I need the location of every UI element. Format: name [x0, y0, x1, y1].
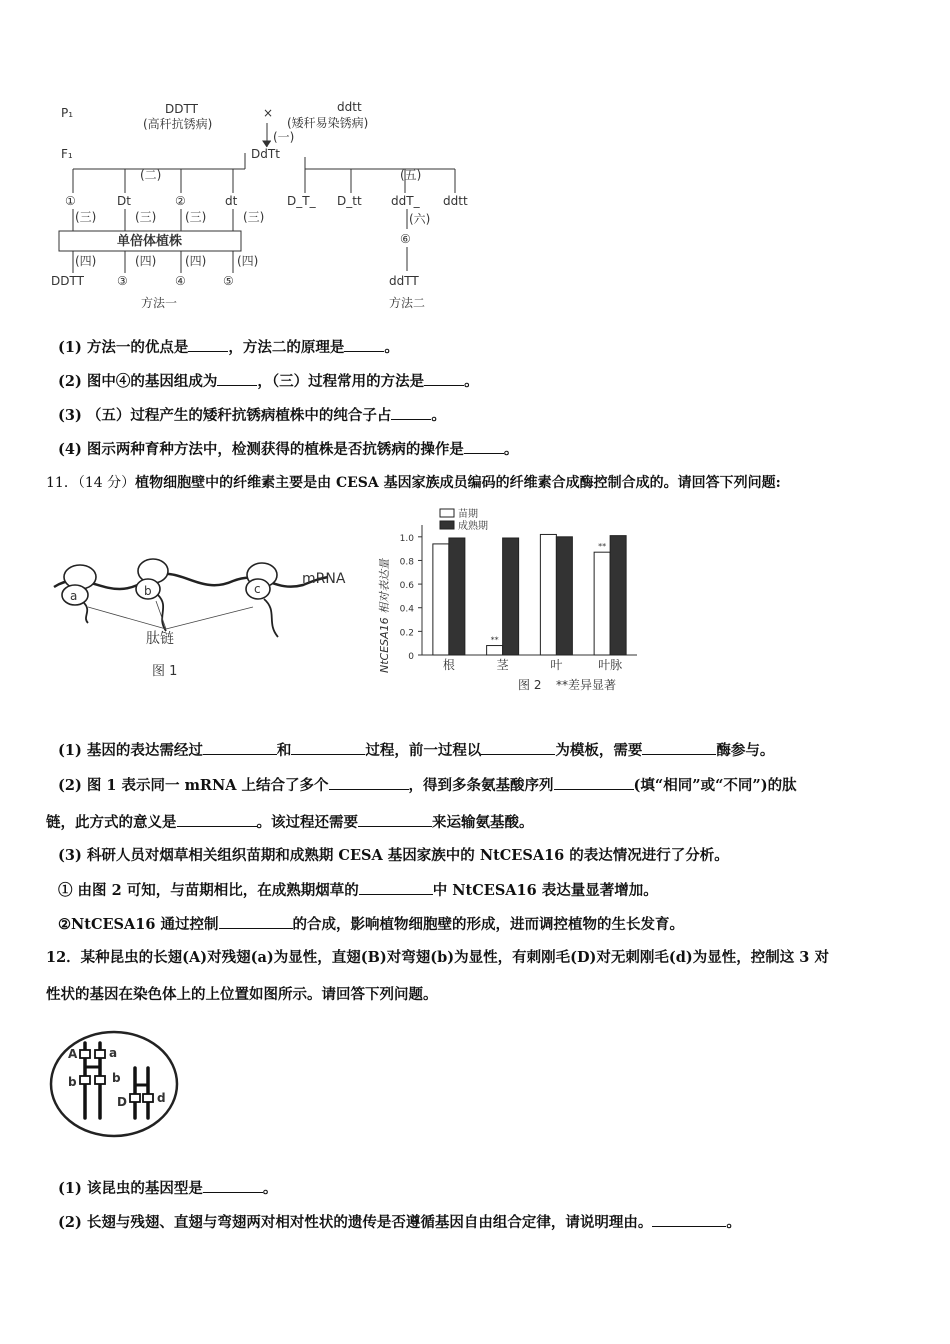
gen-p1-label: P₁ — [61, 106, 74, 120]
q11-sub3a — [58, 880, 918, 901]
q12-stem-line-1 — [46, 948, 906, 968]
q11-s3-text: (3) 科研人员对烟草相关组织苗期和成熟期 CESA 基因家族中的 NtCESA16 的表达情况进行了分析。 — [58, 847, 729, 864]
parent-left-desc: (高秆抗锈病) — [143, 117, 213, 131]
answer-blank[interactable] — [424, 371, 464, 386]
m1-result-1: DDTT — [51, 274, 84, 288]
q11-sub1 — [58, 740, 918, 761]
m1-result-4: ⑤ — [223, 274, 234, 288]
gen-f1-label: F₁ — [61, 147, 73, 161]
q10-s2-text-c: 。 — [464, 373, 479, 390]
step-six: (六) — [409, 212, 431, 226]
peptide-chain-c — [264, 599, 278, 637]
parent-right: ddtt — [337, 100, 362, 114]
q12-stem-text-2: 性状的基因在染色体上的上位置如图所示。请回答下列问题。 — [46, 986, 438, 1003]
breeding-figure — [51, 95, 495, 315]
f1-genotype: DdTt — [251, 147, 280, 161]
answer-blank[interactable] — [464, 439, 504, 454]
bar-mature-2 — [556, 537, 572, 655]
gene-b-locus-left — [80, 1076, 90, 1084]
step-four-4: (四) — [237, 254, 259, 268]
q11-sub2a — [58, 775, 918, 796]
q10-sub1 — [58, 337, 918, 358]
q12-s2-text-a: (2) 长翅与残翅、直翅与弯翅两对相对性状的遗传是否遵循基因自由组合定律，请说明理由。 — [58, 1214, 653, 1231]
gamete-1: ① — [65, 194, 76, 208]
answer-blank[interactable] — [203, 740, 277, 755]
significance-mark: ** — [598, 542, 607, 552]
allele-A-label: A — [68, 1047, 78, 1061]
q11-stem-text: 植物细胞壁中的纤维素主要是由 CESA 基因家族成员编码的纤维素合成酶控制合成的。请回答下列问题: — [135, 475, 781, 491]
allele-b-left-label: b — [68, 1075, 77, 1089]
parent-right-desc: (矮秆易染锈病) — [287, 116, 369, 130]
answer-blank[interactable] — [359, 880, 433, 895]
answer-blank[interactable] — [344, 337, 384, 352]
allele-b-right-label: b — [112, 1071, 121, 1085]
cross-symbol: × — [263, 106, 274, 120]
y-tick-label: 0.4 — [399, 604, 414, 615]
q10-s3-text-a: (3) （五）过程产生的矮秆抗锈病植株中的纯合子占 — [58, 407, 392, 424]
ribosome-c-label: c — [254, 582, 261, 596]
answer-blank[interactable] — [652, 1212, 726, 1227]
step-four-2: (四) — [135, 254, 157, 268]
q10-s2-text-b: ，（三）过程常用的方法是 — [257, 373, 425, 390]
q11-s3a-text-a: ① 由图 2 可知，与苗期相比，在成熟期烟草的 — [58, 882, 359, 899]
q11-s2a-text-a: (2) 图 1 表示同一 mRNA 上结合了多个 — [58, 777, 329, 794]
figure-2-bar-chart — [372, 505, 652, 700]
q10-s1-text-c: 。 — [384, 339, 399, 356]
ribosome-b-label: b — [144, 584, 152, 598]
q10-sub3 — [58, 405, 918, 426]
q11-sub3 — [58, 846, 918, 866]
m1-result-3: ④ — [175, 274, 186, 288]
step-three-2: (三) — [135, 210, 157, 224]
bar-seedling-0 — [433, 544, 449, 655]
figure-2-note: **差异显著 — [556, 678, 617, 692]
gene-a-locus — [95, 1050, 105, 1058]
bar-seedling-1 — [487, 646, 503, 655]
step-three-3: (三) — [185, 210, 207, 224]
chart-y-label: NtCESA16 相对表达量 — [378, 558, 391, 673]
parent-left: DDTT — [165, 102, 198, 116]
q11-s1-text-e: 酶参与。 — [716, 742, 775, 759]
step-three-1: (三) — [75, 210, 97, 224]
answer-blank[interactable] — [188, 337, 228, 352]
gene-D-locus — [130, 1094, 140, 1102]
bar-mature-3 — [610, 536, 626, 655]
answer-blank[interactable] — [481, 740, 555, 755]
ribosome-a-label: a — [70, 589, 78, 603]
q12-s2-text-b: 。 — [726, 1214, 741, 1231]
gene-A-locus — [80, 1050, 90, 1058]
m2-genotype-3: ddT_ — [391, 194, 420, 208]
significance-mark: ** — [490, 635, 499, 645]
allele-D-label: D — [117, 1095, 127, 1109]
x-category-label: 茎 — [496, 658, 509, 672]
m1-result-2: ③ — [117, 274, 128, 288]
q10-sub2 — [58, 371, 918, 392]
step-one: (一) — [273, 130, 295, 144]
q10-s4-text-b: 。 — [503, 441, 519, 458]
q11-sub3b — [58, 914, 918, 935]
answer-blank[interactable] — [217, 371, 257, 386]
q10-s2-text-a: (2) 图中④的基因组成为 — [58, 373, 218, 390]
y-tick-label: 0.6 — [399, 581, 414, 592]
q11-stem — [46, 473, 906, 493]
q11-s3b-text-a: ②NtCESA16 通过控制 — [58, 916, 219, 933]
q10-s4-text-a: (4) 图示两种育种方法中，检测获得的植株是否抗锈病的操作是 — [58, 441, 464, 458]
m2-result: ddTT — [389, 274, 419, 288]
legend-label-1: 成熟期 — [458, 521, 488, 532]
legend-label-0: 苗期 — [458, 509, 478, 520]
q10-sub4 — [58, 439, 918, 460]
peptide-chain-label: 肽链 — [146, 631, 174, 647]
figure-2-caption: 图 2 — [518, 678, 542, 692]
answer-blank[interactable] — [642, 740, 716, 755]
q10-s1-text-a: (1) 方法一的优点是 — [58, 339, 189, 356]
q11-s2b-text-b: 。该过程还需要 — [256, 814, 358, 831]
gamete-4: dt — [225, 194, 238, 208]
figure-1-translation — [48, 545, 368, 695]
answer-blank[interactable] — [554, 775, 634, 790]
q12-stem-line-2 — [46, 985, 906, 1005]
legend-swatch-0 — [440, 509, 454, 517]
figure-1-caption: 图 1 — [152, 664, 178, 679]
six-circle: ⑥ — [400, 232, 411, 246]
q11-s3a-text-b: 中 NtCESA16 表达量显著增加。 — [432, 882, 658, 899]
method-one: 方法一 — [141, 296, 178, 310]
method-two: 方法二 — [389, 296, 426, 310]
q10-s3-text-b: 。 — [431, 407, 446, 424]
answer-blank[interactable] — [177, 812, 257, 827]
q11-s1-text-b: 和 — [276, 742, 292, 759]
step-two: (二) — [140, 168, 162, 182]
q12-s1-text-a: (1) 该昆虫的基因型是 — [58, 1180, 203, 1197]
y-tick-label: 0.8 — [399, 557, 414, 568]
q12-sub1 — [58, 1178, 918, 1199]
step-five: (五) — [400, 168, 422, 182]
q11-s2b-text-c: 来运输氨基酸。 — [432, 814, 534, 831]
allele-a-label: a — [109, 1046, 118, 1060]
q11-s2a-text-b: ，得到多条氨基酸序列 — [408, 777, 554, 794]
q11-sub2b — [46, 812, 906, 833]
answer-blank[interactable] — [219, 914, 293, 929]
answer-blank[interactable] — [391, 405, 431, 420]
q11-s1-text-c: 过程，前一过程以 — [365, 742, 482, 759]
q11-s1-text-a: (1) 基因的表达需经过 — [58, 742, 203, 759]
gamete-3: ② — [175, 194, 186, 208]
bar-mature-1 — [503, 538, 519, 655]
q12-s1-text-b: 。 — [262, 1180, 278, 1197]
y-tick-label: 0 — [408, 652, 414, 662]
bar-seedling-3 — [594, 552, 610, 655]
answer-blank[interactable] — [358, 812, 432, 827]
q11-number: 11．（14 分） — [46, 475, 136, 491]
gene-d-locus — [143, 1094, 153, 1102]
haploid-box-label: 单倍体植株 — [117, 234, 183, 249]
chromosome-figure — [48, 1030, 182, 1140]
x-category-label: 叶 — [550, 658, 563, 672]
q11-s2b-text-a: 链，此方式的意义是 — [46, 814, 177, 831]
answer-blank[interactable] — [291, 740, 365, 755]
m2-genotype-2: D_tt — [337, 194, 362, 208]
mrna-label: mRNA — [302, 571, 346, 587]
gamete-2: Dt — [117, 194, 131, 208]
gene-b-locus-right — [95, 1076, 105, 1084]
step-three-4: (三) — [243, 210, 265, 224]
step-four-1: (四) — [75, 254, 97, 268]
q11-s2a-text-c: (填“相同”或“不同”)的肽 — [633, 777, 797, 794]
answer-blank[interactable] — [329, 775, 409, 790]
bar-mature-0 — [449, 538, 465, 655]
answer-blank[interactable] — [203, 1178, 263, 1193]
legend-swatch-1 — [440, 521, 454, 529]
x-category-label: 根 — [442, 658, 455, 672]
peptide-chain-a — [84, 603, 88, 623]
m2-genotype-4: ddtt — [443, 194, 468, 208]
q12-stem-text-1: 12．某种昆虫的长翅(A)对残翅(a)为显性，直翅(B)对弯翅(b)为显性，有刺刚毛(D)对无刺刚毛(d)为显性，控制这 3 对 — [46, 949, 829, 966]
q10-s1-text-b: ，方法二的原理是 — [228, 339, 345, 356]
allele-d-label: d — [157, 1091, 166, 1105]
step-four-3: (四) — [185, 254, 207, 268]
bar-seedling-2 — [540, 534, 556, 655]
q12-sub2 — [58, 1212, 918, 1233]
x-category-label: 叶脉 — [598, 658, 623, 672]
y-tick-label: 0.2 — [399, 628, 414, 639]
y-tick-label: 1.0 — [399, 533, 414, 544]
q11-s1-text-d: 为模板，需要 — [555, 742, 643, 759]
m2-genotype-1: D_T_ — [287, 194, 316, 208]
q11-s3b-text-b: 的合成，影响植物细胞壁的形成，进而调控植物的生长发育。 — [292, 916, 684, 933]
